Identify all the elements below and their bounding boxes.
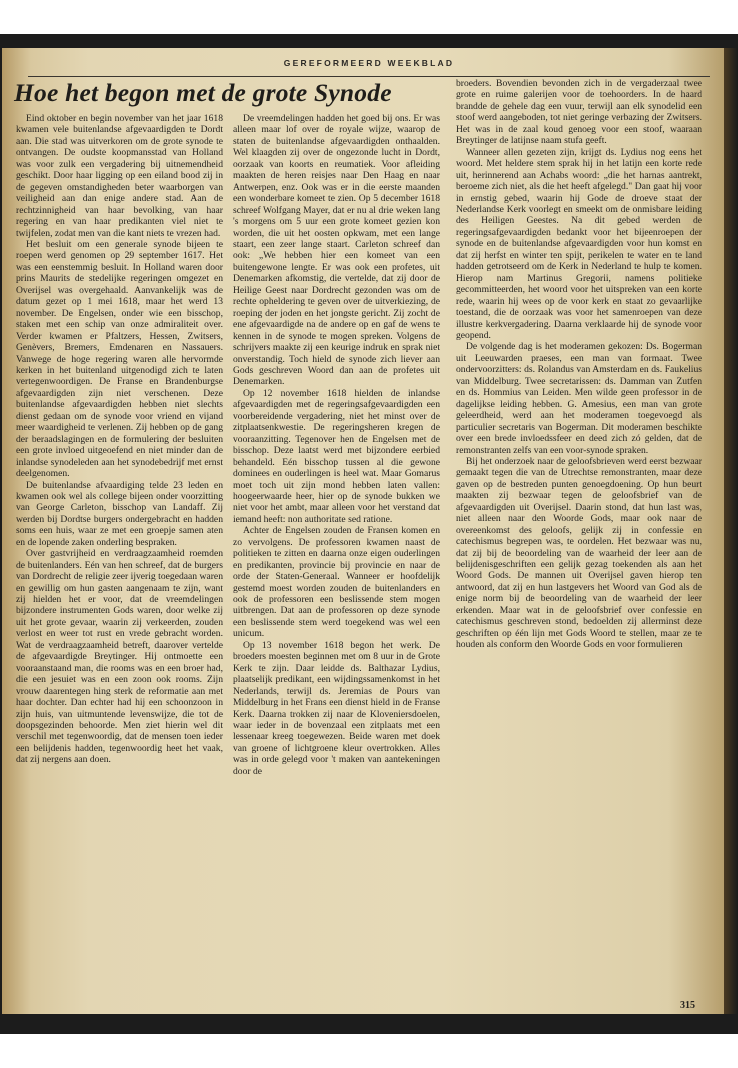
paragraph: Bij het onderzoek naar de geloofsbrieven werd eerst bezwaar gemaakt tegen die van de Utrechtse remonstranten, maar deze gaven op de bestreden punten genoegdoening. Op hun beurt maakten zij bezwaar tegen de geloofsbrief van de afgevaardigden uit Overijsel. Daarin stond, dat hun last was, niet alleen naar den Woorde Gods, maar ook naar de overeenkomst des geloofs, gelijk zij in confessie en catechismus begrepen was, te oordelen. Het bezwaar was nu, dat zij bij de beoordeling van de waarheid der leer aan de belijdenisgeschriften een gelijk gezag toekenden als aan het Woord Gods. De mannen uit Overijsel gaven hierop ten antwoord, dat zij en hun lastgevers het Woord van God als de enige norm bij de beoordeling van de waarheid der leer erkenden. Maar wat in de geloofsbrief over confessie en catechismus geschreven stond, bedoelden zij allerminst deze geschriften op één lijn met Gods Woord te stellen, maar ze te houden als conform den Woorde Gods en voor formulieren — [456, 455, 702, 651]
paragraph: De volgende dag is het moderamen gekozen: Ds. Bogerman uit Leeuwarden praeses, een man van formaat. Twee ondervoorzitters: ds. Rolandus van Amsterdam en ds. Faukelius van Middelburg. Twee secretarissen: ds. Damman van Zutfen en ds. Hommius van Leiden. Men wilde geen professor in de dagelijkse leiding hebben. G. Amesius, een man van grote geleerdheid, werd aan het moderamen toegevoegd als particulier secretaris van Bogerman. Dit moderamen beschikte over een brede invloedssfeer en deed zich zó gelden, dat de remonstranten zelfs van een voor-synode spraken. — [456, 341, 702, 456]
paragraph: De buitenlandse afvaardiging telde 23 leden en kwamen ook wel als college bijeen onder voorzitting van George Carleton, bisschop van Landaff. Zij werden bij Dordtse burgers ondergebracht en hadden soms een huis, waar ze met een groepje samen aten en de lopende zaken onderling bespraken. — [16, 479, 223, 548]
text-column-2 — [233, 113, 440, 777]
paragraph: De vreemdelingen hadden het goed bij ons. Er was alleen maar lof over de royale wijze, waarop de staten de buitenlandse afgevaardigden onthaalden. Wel klaagden zij over de ongezonde lucht in Dordt, oorzaak van koorts en reumatiek. Voor afleiding maakten de heren reisjes naar Den Haag en naar Antwerpen, enz. Ook was er in die eerste maanden een wonderbare komeet te zien. Op 5 december 1618 schreef Wolfgang Mayer, dat er nu al drie weken lang 's morgens om 5 uur een grote komeet gezien kon worden, die uit het oosten opkwam, met een lange staart, een zeer lange staart. Carleton schreef dan ook: „We hebben hier een komeet van een buitengewone lengte. Er was ook een profetes, uit Denemarken afkomstig, die vertelde, dat zij door de Heilige Geest naar Dordrecht gezonden was om de rechte opheldering te geven over de uitverkiezing, de roeping der joden en het jongste gericht. Zij zocht de ene afgevaardigde na de andere op en gaf de wens te kennen in de synode te mogen spreken. Volgens de schrijvers maakte zij een keurige indruk en sprak niet onverstandig. Toch hield de synode zich liever aan Gods geschreven Woord dan aan de profetes uit Denemarken. — [233, 113, 440, 388]
running-header: GEREFORMEERD WEEKBLAD — [283, 58, 455, 68]
paragraph: Op 12 november 1618 hielden de inlandse afgevaardigden met de regeringsafgevaardigden een voorbereidende vergadering, niet het minst over de zitplaatsenkwestie. De regeringsheren kregen de vooraanzitting. Tegenover hen de Engelsen met de bisschop. Deze laatst werd met bijzondere eerbied behandeld. Eén bisschop tussen al die gewone dominees en ouderlingen is heel wat. Maar Gomarus moet toch uit zijn mond hebben laten vallen: hoogeerwaarde heer, hier op de synode bukken we niet voor het ambt, maar alleen voor het verstand dat iemand heeft: non authoritate sed ratione. — [233, 387, 440, 525]
paragraph: Achter de Engelsen zouden de Fransen komen en zo vervolgens. De professoren kwamen naast de politieken te zitten en daarna onze eigen ouderlingen en predikanten, provincie bij provincie en naar de orde der Staten-Generaal. Wanneer er hoofdelijk gestemd moest worden zouden de buitenlanders en ook de professoren een beslissende stem mogen uitbrengen. Dat aan de professoren op deze synode een beslissende stem werd toegekend was wel een unicum. — [233, 525, 440, 640]
page-number: 315 — [680, 1000, 695, 1011]
paragraph: Wanneer allen gezeten zijn, krijgt ds. Lydius nog eens het woord. Met heldere stem sprak hij in het latijn een korte rede uit, herinnerend aan Achabs woord: „die het harnas aantrekt, beroeme zich niet, als die het heeft afgelegd." Dan gaat hij voor in ernstig gebed, waarin hij Gode de droeve staat der Nederlandse Kerk voorlegt en smeekt om de onmisbare leiding des Heiligen Geestes. Na dit gebed werden de regeringsafgevaardigden bedankt voor het bijeenroepen der synode en de buitenlandse afgevaardigden voor hun komst en dat zij herfst en winter ten spijt, perikelen te water en te land hadden getrotseerd om de Kerk in Nederland te hulp te komen. Hierop nam Martinus Gregorii, namens politieke gecommitteerden, het woord voor het uitspreken van een korte rede, waarin hij wees op de voor kerk en staat zo gevaarlijke toestand, die de oorzaak was voor het samenroepen van deze illustre kerkvergadering. Daarna verklaarde hij de synode voor geopend. — [456, 146, 702, 341]
paragraph: Het besluit om een generale synode bijeen te roepen werd genomen op 29 september 1617. Het was een eenstemmig besluit. In Holland waren door prins Maurits de stedelijke regeringen omgezet en Overijsel was overgehaald. Aanvankelijk was de datum gezet op 1 mei 1618, maar het werd 13 november. De Engelsen, onder wie een bisschop, staken met een schip van onze admiraliteit over. Verder kwamen er Pfaltzers, Hessen, Zwitsers, Genèvers, Bremers, Emdenaren en Nassauers. Vanwege de hoge regering waren alle hervormde kerken in het buitenland uitgenodigd zich te laten vertegenwoordigen. De Franse en Brandenburgse afgevaardigden zijn niet verschenen. Deze buitenlandse afgevaardigden hebben niet slechts dienst gedaan om de synode voor vriend en vijand meer waardigheid te verlenen. Zij hebben op de gang der beraadslagingen en de formulering der besluiten een grote invloed uitgeoefend en niet minder dan de inlandse synodeleden aan het synodebedrijf met ernst deelgenomen. — [16, 238, 223, 480]
paragraph: broeders. Bovendien bevonden zich in de vergaderzaal twee grote en ruime galerijen voor de toehoorders. In de haard brandde de gehele dag een vuur, terwijl aan elk synodelid een stoof werd aangeboden, tot niet geringe verbazing der Zwitsers. Het was in de zaal koud genoeg voor een stoof, waaraan Breytinger de latijnse naam stufa geeft. — [456, 78, 702, 147]
header-rule — [28, 76, 710, 77]
paragraph: Eind oktober en begin november van het jaar 1618 kwamen vele buitenlandse afgevaardigden te Dordt aan. Die stad was uitverkoren om de grote synode te ontvangen. De oudste koopmansstad van Holland was voor zulk een vergadering bij uitnemendheid geschikt. Door haar ligging op een eiland bood zij in de gegeven omstandigheden beter waarborgen van veiligheid aan dan enige andere stad. Aan de rechtzinnigheid van haar bevolking, van haar regering en van haar predikanten viel niet te twijfelen, zodat men van die kant niets te vrezen had. — [16, 113, 223, 239]
paragraph: Over gastvrijheid en verdraagzaamheid roemden de buitenlanders. Eén van hen schreef, dat de burgers van Dordrecht de religie zeer ijverig toegedaan waren en gewillig om hun gasten aangenaam te zijn, want zij hielden het er voor, dat de vreemdelingen bijzondere instrumenten Gods waren, door welke zij uit het grote gevaar, waarin zij verkeerden, zouden verlost en weer tot rust en vrede gebracht worden. Wat de verdraagzaamheid betreft, daarover vertelde de afgevaardigde Breytinger. Hij ontmoette een vooraanstaand man, die rooms was en een broer had, die een jesuiet was en een zoon ook rooms. Zijn vrouw daarentegen hing sterk de reformatie aan met haar dochter. Dan echter had hij een schoonzoon in zijn huis, van uitmuntende levenswijze, die tot de doopsgezinden behoorde. Men ziet hierin wel dit verschil met tegenwoordig, dat de mensen toen ieder een belijdenis hadden, tegenwoordig heet het vaak, dat zij nergens aan doen. — [16, 548, 223, 766]
article-title: Hoe het begon met de grote Synode — [14, 78, 392, 107]
text-column-3 — [456, 78, 702, 651]
text-column-1 — [16, 113, 223, 766]
page-spine-shadow — [724, 48, 738, 1014]
paragraph: Op 13 november 1618 begon het werk. De broeders moesten beginnen met om 8 uur in de Grote Kerk te zijn. Daar leidde ds. Balthazar Lydius, plaatselijk predikant, een wijdingssamenkomst in het Nederlands, terwijl ds. Jeremias de Pours van Middelburg in het Frans een dienst hield in de Franse Kerk. Daarna trokken zij naar de Kloveniersdoelen, waar ieder in de bovenzaal een zitplaats met een lessenaar kreeg toegewezen. Beide waren met doek van groene of lichtgroene kleur overtrokken. Alles was in orde gelegd voor 't maken van aantekeningen door de — [233, 639, 440, 777]
